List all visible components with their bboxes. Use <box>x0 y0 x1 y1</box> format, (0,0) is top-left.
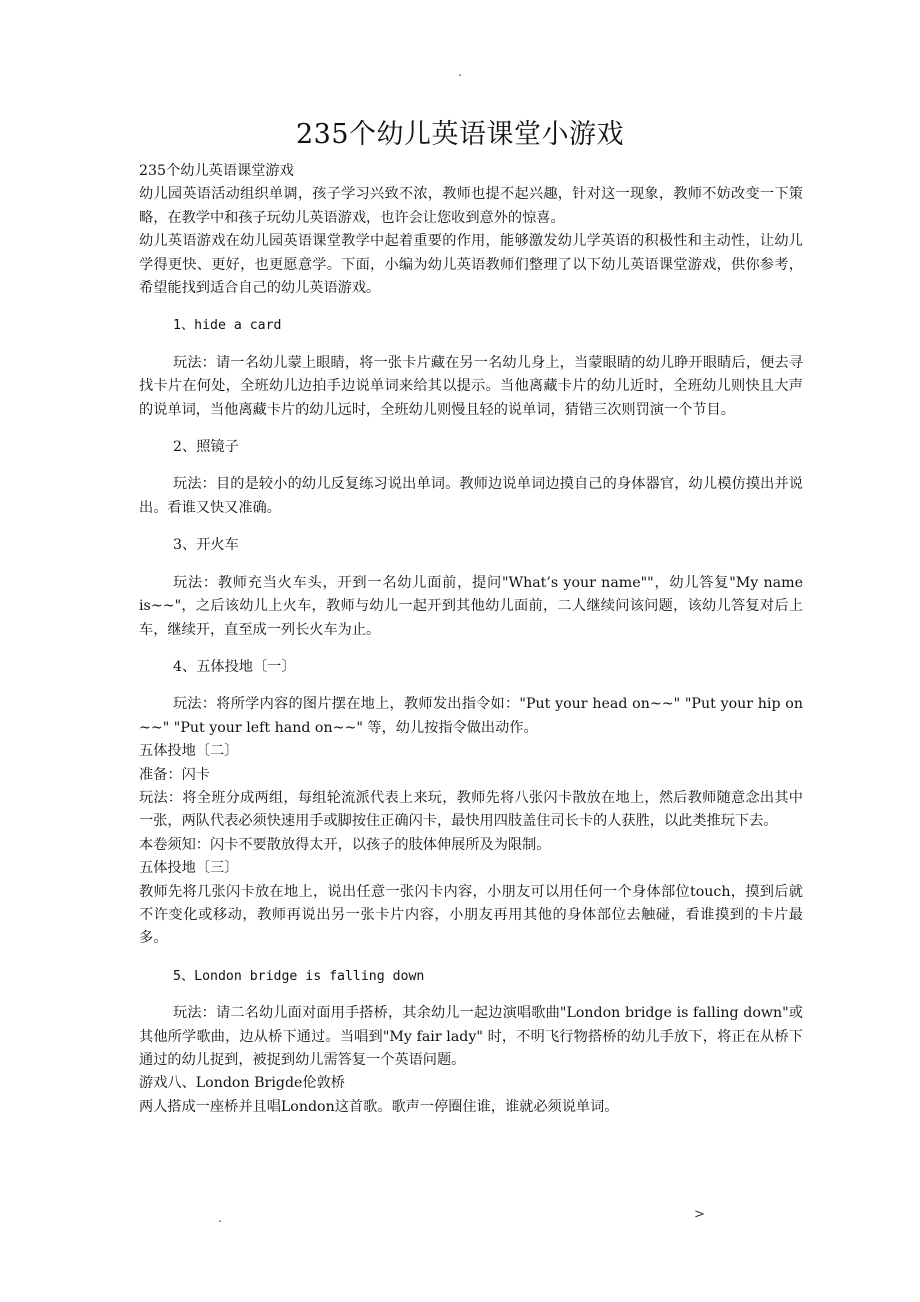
subsection-body-4c: 教师先将几张闪卡放在地上，说出任意一张闪卡内容，小朋友可以用任何一个身体部位touch，摸到后就不许变化或移动，教师再说出另一张卡片内容，小朋友再用其他的身体部位去触碰，看谁摸到的卡片最多。 <box>139 883 803 947</box>
intro-paragraph-1: 幼儿园英语活动组织单调，孩子学习兴致不浓，教师也提不起兴趣，针对这一现象，教师不妨改变一下策略，在教学中和孩子玩幼儿英语游戏，也许会让您收到意外的惊喜。 <box>139 186 803 226</box>
footer-left-mark: . <box>218 1211 222 1225</box>
section-body-1: 玩法：请一名幼儿蒙上眼睛，将一张卡片藏在另一名幼儿身上，当蒙眼睛的幼儿睁开眼睛后，便去寻找卡片在何处，全班幼儿边拍手边说单词来给其以提示。当他离藏卡片的幼儿近时，全班幼儿则快且大声的说单词，当他离藏卡片的幼儿远时，全班幼儿则慢且轻的说单词，猜错三次则罚演一个节目。 <box>139 354 803 418</box>
section-heading-4: 4、五体投地〔一〕 <box>173 658 296 675</box>
subsection-heading-4c: 五体投地〔三〕 <box>139 860 239 877</box>
game-eight-heading: 游戏八、London Brigde伦敦桥 <box>139 1075 345 1092</box>
subsection-prep-4b: 准备：闪卡 <box>139 766 210 783</box>
section-heading-2: 2、照镜子 <box>173 439 239 456</box>
section-body-3: 玩法：教师充当火车头，开到一名幼儿面前，提问"What’s your name""，幼儿答复"My name is~~"，之后该幼儿上火车，教师与幼儿一起开到其他幼儿面前，二人继续问该问题，该幼儿答复对后上车，继续开，直至成一列长火车为止。 <box>139 574 803 638</box>
header-mark: . <box>458 65 462 79</box>
section-body-5: 玩法：请二名幼儿面对面用手搭桥，其余幼儿一起边演唱歌曲"London bridge is falling down"或其他所学歌曲，边从桥下通过。当唱到"My fair lady" 时，不明飞行物搭桥的幼儿手放下，将正在从桥下通过的幼儿捉到，被捉到幼儿需答复一个英语问题。 <box>139 1005 803 1068</box>
section-heading-5: 5、London bridge is falling down <box>173 968 425 984</box>
intro-paragraph-2: 幼儿英语游戏在幼儿园英语课堂教学中起着重要的作用，能够激发幼儿学英语的积极性和主动性，让幼儿学得更快、更好，也更愿意学。下面，小编为幼儿英语教师们整理了以下幼儿英语课堂游戏，供你参考，希望能找到适合自己的幼儿英语游戏。 <box>139 233 803 297</box>
section-heading-3: 3、开火车 <box>173 537 239 554</box>
document-title: 235个幼儿英语课堂小游戏 <box>295 119 625 150</box>
subsection-note-4b: 本卷须知：闪卡不要散放得太开，以孩子的肢体伸展所及为限制。 <box>139 836 551 853</box>
section-body-4: 玩法：将所学内容的图片摆在地上，教师发出指令如："Put your head on~~" "Put your hip on ~~" "Put your left hand on~~" 等，幼儿按指令做出动作。 <box>139 696 803 736</box>
section-body-2: 玩法：目的是较小的幼儿反复练习说出单词。教师边说单词边摸自己的身体器官，幼儿模仿摸出并说出。看谁又快又准确。 <box>139 476 803 516</box>
section-heading-1: 1、hide a card <box>173 318 282 334</box>
game-eight-body: 两人搭成一座桥并且唱London这首歌。歌声一停圈住谁，谁就必须说单词。 <box>139 1098 619 1115</box>
subtitle-line: 235个幼儿英语课堂游戏 <box>139 163 294 179</box>
subsection-heading-4b: 五体投地〔二〕 <box>139 743 239 760</box>
document-body <box>139 160 803 1119</box>
footer-right-mark: > <box>694 1207 705 1222</box>
subsection-body-4b: 玩法：将全班分成两组，每组轮流派代表上来玩，教师先将八张闪卡散放在地上，然后教师随意念出其中一张，两队代表必须快速用手或脚按住正确闪卡，最快用四肢盖住司长卡的人获胜，以此类推玩下去。 <box>139 789 803 830</box>
